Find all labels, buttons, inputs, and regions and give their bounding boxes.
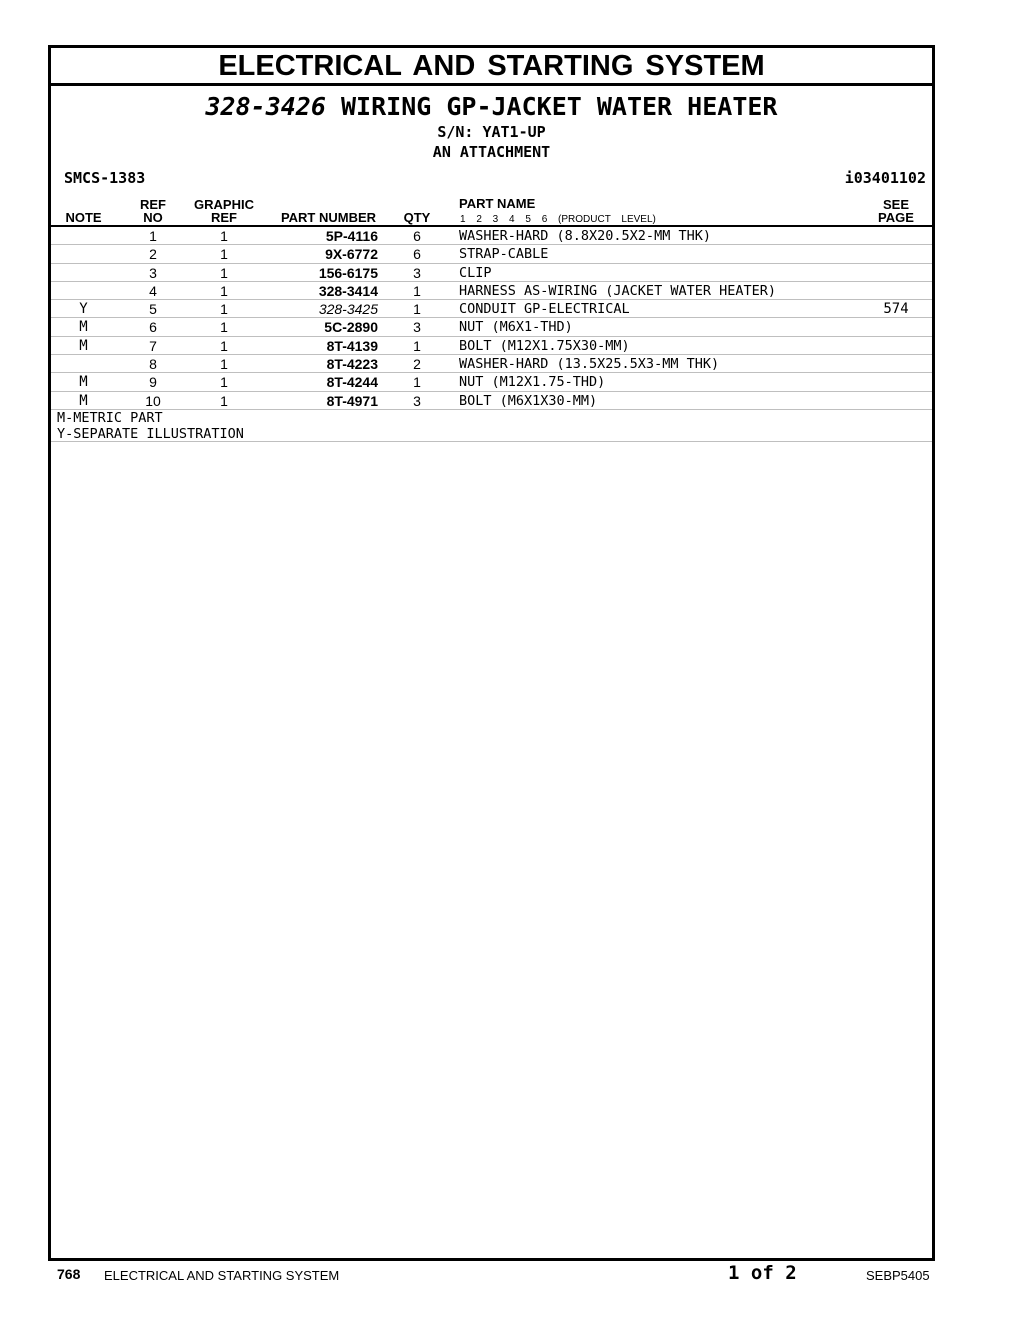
col-qty: QTY (403, 210, 431, 225)
cell-part-number[interactable]: 328-3425 (318, 301, 378, 318)
cell-part-name: CLIP (459, 264, 492, 281)
cell-qty: 2 (413, 356, 421, 373)
cell-graphic: 1 (220, 374, 228, 391)
col-graphic-line2: REF (211, 210, 237, 225)
cell-ref: 7 (149, 337, 157, 354)
cell-note: M (79, 392, 88, 409)
table-row (51, 318, 932, 336)
smcs-code: SMCS-1383 (64, 169, 146, 187)
cell-graphic: 1 (220, 392, 228, 409)
cell-ref: 8 (149, 356, 157, 373)
cell-part-number[interactable]: 8T-4223 (326, 356, 378, 373)
cell-part-number[interactable]: 5C-2890 (324, 319, 378, 336)
table-row (51, 392, 932, 410)
cell-graphic: 1 (220, 282, 228, 299)
table-row (51, 337, 932, 355)
cell-ref: 6 (149, 319, 157, 336)
page-frame (48, 45, 935, 1261)
cell-qty: 3 (413, 319, 421, 336)
cell-note: Y (79, 301, 88, 318)
serial-number: S/N: YAT1-UP (437, 123, 546, 141)
notes-legend (51, 410, 932, 442)
cell-ref: 10 (145, 392, 161, 409)
cell-ref: 9 (149, 374, 157, 391)
cell-part-number[interactable]: 328-3414 (318, 282, 378, 299)
col-ref-line1: REF (140, 197, 166, 212)
cell-part-name: BOLT (M12X1.75X30-MM) (459, 337, 630, 354)
cell-part-number[interactable]: 8T-4971 (326, 392, 378, 409)
cell-qty: 6 (413, 228, 421, 244)
cell-part-number[interactable]: 9X-6772 (325, 246, 378, 263)
cell-ref: 5 (149, 301, 157, 318)
attachment-label: AN ATTACHMENT (432, 143, 551, 161)
col-part-number: PART NUMBER (280, 210, 377, 225)
cell-qty: 3 (413, 264, 421, 281)
cell-ref: 2 (149, 246, 157, 263)
cell-graphic: 1 (220, 337, 228, 354)
cell-qty: 1 (413, 337, 421, 354)
cell-part-number[interactable]: 156-6175 (318, 264, 378, 281)
cell-part-name: STRAP-CABLE (459, 246, 549, 263)
cell-part-name: NUT (M6X1-THD) (459, 319, 573, 336)
legend-metric: M-METRIC PART (57, 410, 163, 426)
cell-part-name: WASHER-HARD (13.5X25.5X3-MM THK) (459, 356, 720, 373)
cell-part-name: WASHER-HARD (8.8X20.5X2-MM THK) (459, 228, 711, 244)
footer-page-number: 768 (57, 1266, 81, 1282)
col-ref-line2: NO (143, 210, 163, 225)
cell-ref: 1 (149, 228, 157, 244)
table-row (51, 264, 932, 282)
cell-note: M (79, 337, 88, 354)
col-see-line1: SEE (882, 197, 909, 212)
section-title: ELECTRICAL AND STARTING SYSTEM (51, 48, 932, 86)
cell-part-number[interactable]: 8T-4244 (326, 374, 378, 391)
col-ref-no (131, 198, 175, 224)
cell-ref: 4 (149, 282, 157, 299)
col-product-levels: 1 2 3 4 5 6 (PRODUCT LEVEL) (460, 214, 656, 225)
table-row (51, 245, 932, 263)
table-row (51, 282, 932, 300)
cell-part-name: NUT (M12X1.75-THD) (459, 374, 606, 391)
illustration-id: i03401102 (844, 169, 926, 187)
cell-graphic: 1 (220, 356, 228, 373)
cell-graphic: 1 (220, 301, 228, 318)
col-part-name: PART NAME (459, 196, 536, 211)
col-graphic-line1: GRAPHIC (194, 197, 254, 212)
table-row (51, 373, 932, 391)
cell-graphic: 1 (220, 264, 228, 281)
cell-part-name: BOLT (M6X1X30-MM) (459, 392, 598, 409)
col-graphic-ref (191, 198, 257, 224)
footer-section: ELECTRICAL AND STARTING SYSTEM (104, 1268, 340, 1283)
table-row (51, 227, 932, 245)
col-see-page (866, 198, 926, 224)
col-see-line2: PAGE (878, 210, 914, 225)
cell-ref: 3 (149, 264, 157, 281)
cell-part-name: CONDUIT GP-ELECTRICAL (459, 301, 630, 318)
cell-qty: 1 (413, 374, 421, 391)
parts-table (51, 227, 932, 410)
cell-qty: 1 (413, 282, 421, 299)
footer-document-id: SEBP5405 (866, 1268, 930, 1283)
cell-part-name: HARNESS AS-WIRING (JACKET WATER HEATER) (459, 282, 776, 299)
cell-note: M (79, 374, 88, 391)
footer-sheet: 1 of 2 (728, 1262, 797, 1284)
table-row (51, 355, 932, 373)
cell-graphic: 1 (220, 228, 228, 244)
group-part-number[interactable]: 328-3426 (205, 92, 326, 121)
cell-see-page[interactable]: 574 (883, 301, 909, 318)
table-row (51, 300, 932, 318)
cell-note: M (79, 319, 88, 336)
table-header (51, 192, 932, 227)
cell-qty: 6 (413, 246, 421, 263)
cell-qty: 1 (413, 301, 421, 318)
group-title (51, 92, 932, 122)
col-note: NOTE (65, 210, 102, 225)
group-name: WIRING GP-JACKET WATER HEATER (340, 92, 778, 121)
cell-graphic: 1 (220, 246, 228, 263)
cell-graphic: 1 (220, 319, 228, 336)
cell-qty: 3 (413, 392, 421, 409)
cell-part-number[interactable]: 5P-4116 (325, 228, 378, 244)
legend-separate-illustration: Y-SEPARATE ILLUSTRATION (57, 426, 244, 442)
cell-part-number[interactable]: 8T-4139 (326, 337, 378, 354)
